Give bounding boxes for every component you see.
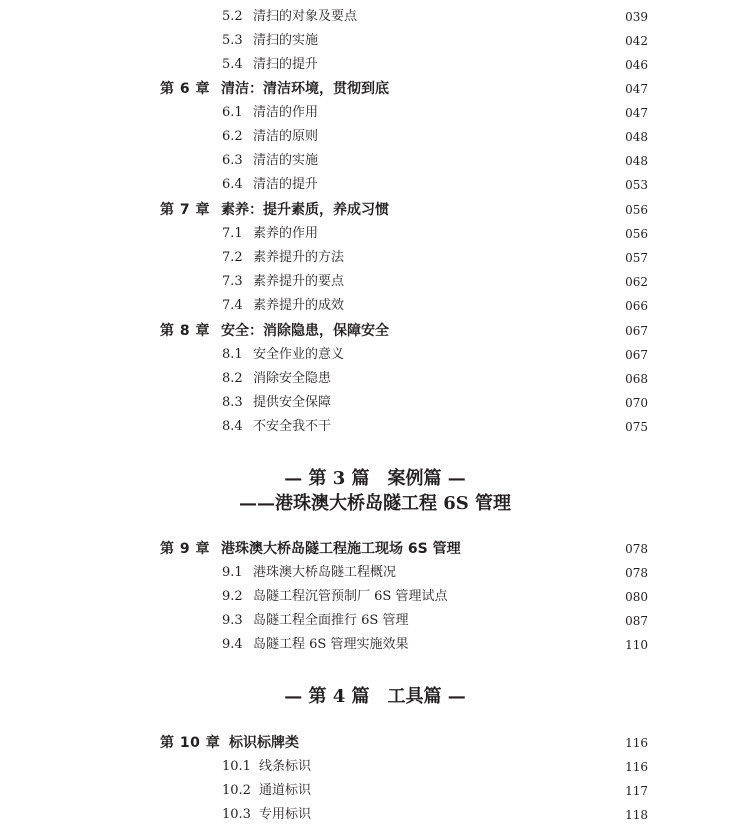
toc-section-7-3[interactable] <box>0 271 750 293</box>
page-number: 057 <box>625 251 648 265</box>
section-title: 提供安全保障 <box>253 395 332 410</box>
section-number: 10.1 <box>222 759 251 774</box>
section-number: 5.2 <box>222 9 243 24</box>
toc-section-8-3[interactable] <box>0 392 750 414</box>
toc-section-9-2[interactable] <box>0 586 750 608</box>
section-title: 消除安全隐患 <box>253 371 332 386</box>
page-number: 048 <box>625 154 648 168</box>
page-number: 048 <box>625 130 648 144</box>
part-3-subtitle: ——港珠澳大桥岛隧工程 6S 管理 <box>238 493 512 514</box>
section-number: 8.3 <box>222 395 243 410</box>
toc-section-5-4[interactable] <box>0 54 750 76</box>
section-number: 8.1 <box>222 347 243 362</box>
toc-section-8-4[interactable] <box>0 416 750 438</box>
section-number: 9.1 <box>222 565 243 580</box>
toc-chapter-7[interactable] <box>0 199 750 221</box>
section-number: 10.2 <box>222 783 251 798</box>
toc-section-10-2[interactable] <box>0 780 750 802</box>
toc-section-9-1[interactable] <box>0 562 750 584</box>
chapter-number: 第 10 章 <box>160 735 221 751</box>
page-number: 053 <box>625 178 648 192</box>
section-title: 通道标识 <box>259 783 312 798</box>
chapter-title: 安全：消除隐患，保障安全 <box>221 323 389 339</box>
page-number: 067 <box>625 324 648 338</box>
section-title: 岛隧工程全面推行 6S 管理 <box>253 613 409 628</box>
chapter-number: 第 8 章 <box>160 323 210 339</box>
page-number: 116 <box>625 760 648 774</box>
section-title: 清扫的对象及要点 <box>253 9 358 24</box>
page-number: 047 <box>625 106 648 120</box>
section-title: 素养提升的成效 <box>253 298 345 313</box>
section-number: 10.3 <box>222 807 251 822</box>
section-title: 清洁的原则 <box>253 129 319 144</box>
toc-section-7-4[interactable] <box>0 295 750 317</box>
chapter-title: 素养：提升素质，养成习惯 <box>221 202 389 218</box>
section-title: 素养提升的要点 <box>253 274 345 289</box>
section-title: 岛隧工程 6S 管理实施效果 <box>253 637 409 652</box>
page-number: 039 <box>625 10 648 24</box>
part-3-heading: — 第 3 篇 案例篇 — <box>284 468 466 489</box>
section-title: 清扫的提升 <box>253 57 319 72</box>
part-4-heading: — 第 4 篇 工具篇 — <box>284 686 466 707</box>
section-title: 清扫的实施 <box>253 33 319 48</box>
section-number: 9.4 <box>222 637 243 652</box>
section-number: 9.3 <box>222 613 243 628</box>
toc-section-6-2[interactable] <box>0 126 750 148</box>
section-number: 5.3 <box>222 33 243 48</box>
toc-section-8-2[interactable] <box>0 368 750 390</box>
page-number: 066 <box>625 299 648 313</box>
toc-section-9-4[interactable] <box>0 634 750 656</box>
chapter-title: 清洁：清洁环境，贯彻到底 <box>221 81 389 97</box>
chapter-number: 第 9 章 <box>160 541 210 557</box>
toc-section-5-2[interactable] <box>0 6 750 28</box>
section-number: 8.4 <box>222 419 243 434</box>
page-number: 056 <box>625 203 648 217</box>
section-title: 素养提升的方法 <box>253 250 345 265</box>
section-number: 9.2 <box>222 589 243 604</box>
section-number: 8.2 <box>222 371 243 386</box>
page-number: 067 <box>625 348 648 362</box>
toc-section-6-4[interactable] <box>0 174 750 196</box>
section-number: 7.4 <box>222 298 243 313</box>
page-number: 117 <box>625 784 648 798</box>
section-title: 清洁的实施 <box>253 153 319 168</box>
page-number: 110 <box>625 638 648 652</box>
page-number: 116 <box>625 736 648 750</box>
chapter-number: 第 7 章 <box>160 202 210 218</box>
page-number: 075 <box>625 420 648 434</box>
page-number: 068 <box>625 372 648 386</box>
section-number: 6.4 <box>222 177 243 192</box>
page-number: 070 <box>625 396 648 410</box>
page-number: 078 <box>625 542 648 556</box>
page-number: 042 <box>625 34 648 48</box>
section-number: 6.1 <box>222 105 243 120</box>
page-number: 118 <box>625 808 648 822</box>
section-title: 清洁的作用 <box>253 105 319 120</box>
chapter-title: 标识标牌类 <box>229 735 299 751</box>
section-title: 不安全我不干 <box>253 419 332 434</box>
section-number: 7.3 <box>222 274 243 289</box>
toc-section-7-1[interactable] <box>0 223 750 245</box>
section-title: 专用标识 <box>259 807 312 822</box>
chapter-number: 第 6 章 <box>160 81 210 97</box>
toc-chapter-10[interactable] <box>0 732 750 754</box>
section-number: 6.2 <box>222 129 243 144</box>
toc-section-7-2[interactable] <box>0 247 750 269</box>
section-number: 7.2 <box>222 250 243 265</box>
page-number: 080 <box>625 590 648 604</box>
page-number: 047 <box>625 82 648 96</box>
section-title: 清洁的提升 <box>253 177 319 192</box>
section-title: 安全作业的意义 <box>253 347 345 362</box>
page-number: 087 <box>625 614 648 628</box>
page-number: 056 <box>625 227 648 241</box>
section-title: 线条标识 <box>259 759 312 774</box>
chapter-title: 港珠澳大桥岛隧工程施工现场 6S 管理 <box>221 541 461 557</box>
page-number: 078 <box>625 566 648 580</box>
toc-section-5-3[interactable] <box>0 30 750 52</box>
toc-chapter-8[interactable] <box>0 320 750 342</box>
toc-chapter-6[interactable] <box>0 78 750 100</box>
section-title: 素养的作用 <box>253 226 319 241</box>
section-number: 6.3 <box>222 153 243 168</box>
toc-section-6-3[interactable] <box>0 150 750 172</box>
page-number: 046 <box>625 58 648 72</box>
toc-section-8-1[interactable] <box>0 344 750 366</box>
toc-chapter-9[interactable] <box>0 538 750 560</box>
toc-section-10-1[interactable] <box>0 756 750 778</box>
toc-section-9-3[interactable] <box>0 610 750 632</box>
section-title: 港珠澳大桥岛隧工程概况 <box>253 565 397 580</box>
section-number: 5.4 <box>222 57 243 72</box>
page-number: 062 <box>625 275 648 289</box>
toc-section-6-1[interactable] <box>0 102 750 124</box>
toc-section-10-3[interactable] <box>0 804 750 826</box>
section-title: 岛隧工程沉管预制厂 6S 管理试点 <box>253 589 448 604</box>
section-number: 7.1 <box>222 226 243 241</box>
